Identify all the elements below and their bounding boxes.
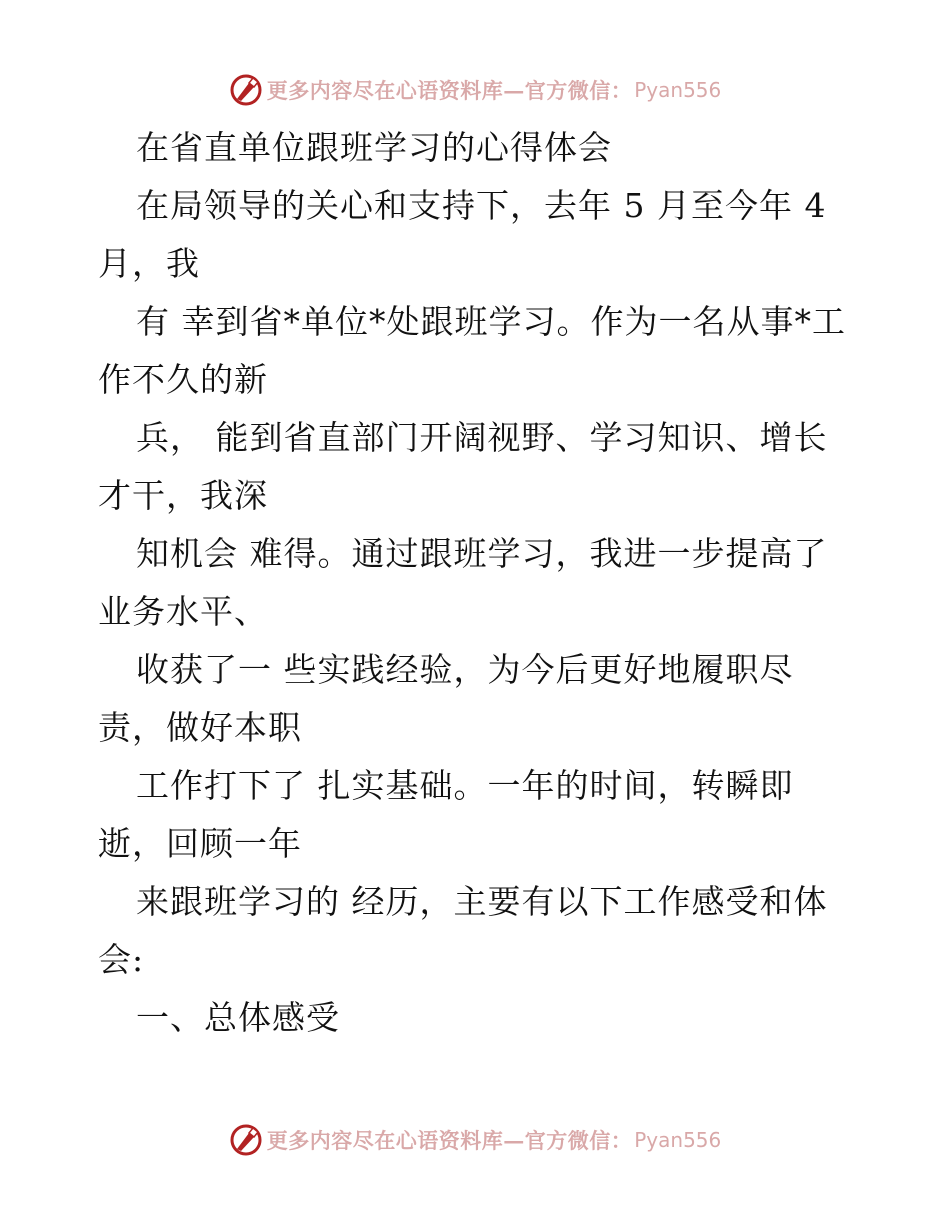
paragraph-line: 有 幸到省*单位*处跟班学习。作为一名从事*工: [136, 302, 846, 341]
paragraph-line: 在局领导的关心和支持下，去年 5 月至今年 4: [136, 186, 827, 225]
pen-nib-logo-icon: [229, 73, 263, 107]
paragraph-line: 才干，我深: [98, 476, 268, 515]
header-watermark-banner: [0, 70, 950, 110]
paragraph-line: 知机会 难得。通过跟班学习，我进一步提高了: [136, 534, 828, 573]
paragraph-line: 业务水平、: [98, 592, 268, 631]
watermark-contact: Pyan556: [634, 78, 722, 102]
watermark-text: 更多内容尽在心语资料库—官方微信：: [266, 1128, 633, 1153]
pen-nib-logo-icon: [229, 1123, 263, 1157]
footer-watermark-banner: [0, 1120, 950, 1160]
watermark-contact: Pyan556: [634, 1128, 722, 1152]
paragraph-line: 责，做好本职: [98, 708, 302, 747]
document-title: 在省直单位跟班学习的心得体会: [136, 128, 612, 167]
paragraph-line: 兵， 能到省直部门开阔视野、学习知识、增长: [136, 418, 828, 457]
paragraph-line: 月，我: [98, 244, 200, 283]
paragraph-line: 来跟班学习的 经历，主要有以下工作感受和体: [136, 882, 828, 921]
paragraph-line: 会:: [98, 940, 145, 979]
document-body: [98, 119, 858, 1047]
section-heading: 一、总体感受: [136, 998, 340, 1037]
watermark-text: 更多内容尽在心语资料库—官方微信：: [266, 78, 633, 103]
paragraph-line: 作不久的新: [98, 360, 268, 399]
paragraph-line: 工作打下了 扎实基础。一年的时间，转瞬即: [136, 766, 794, 805]
paragraph-line: 逝，回顾一年: [98, 824, 302, 863]
paragraph-line: 收获了一 些实践经验，为今后更好地履职尽: [136, 650, 794, 689]
